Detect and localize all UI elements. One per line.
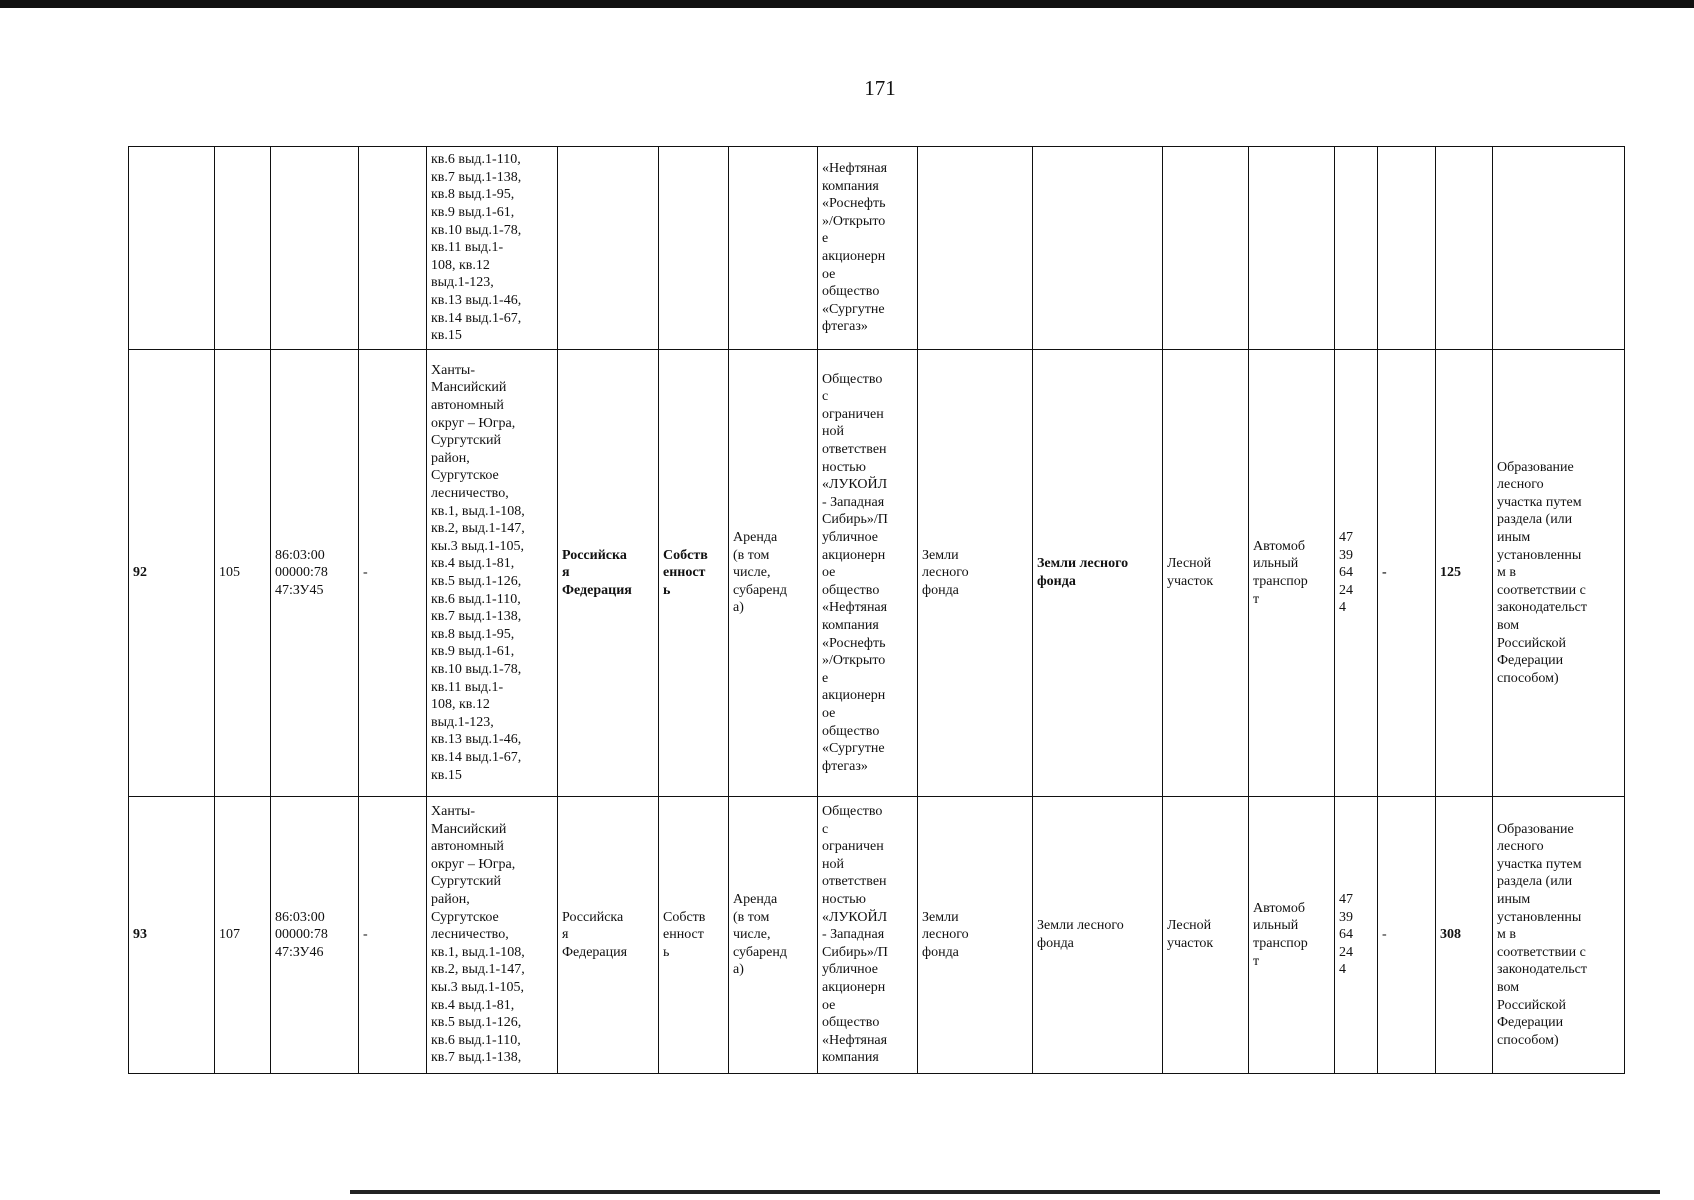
row-id xyxy=(215,147,271,350)
owner: Российска я Федерация xyxy=(558,797,659,1074)
area xyxy=(1436,147,1493,350)
right-holder: Общество с ограничен ной ответствен ностью «ЛУКОЙЛ - Западная Сибирь»/П убличное акционерн ое общество «Нефтяная компания «Роснефть »/Открыто е акционерн ое общество «Сургутне фтегаз» xyxy=(818,350,918,797)
right-holder: «Нефтяная компания «Роснефть »/Открыто е акционерн ое общество «Сургутне фтегаз» xyxy=(818,147,918,350)
object-type: Лесной участок xyxy=(1163,350,1249,797)
table-body xyxy=(129,147,1625,1074)
area: 125 xyxy=(1436,350,1493,797)
right-type: Собств енност ь xyxy=(659,350,729,797)
row-number: 93 xyxy=(129,797,215,1074)
bottom-rule xyxy=(350,1190,1660,1194)
right-holder: Общество с ограничен ной ответствен ностью «ЛУКОЙЛ - Западная Сибирь»/П убличное акционерн ое общество «Нефтяная компания xyxy=(818,797,918,1074)
land-type: Земли лесного фонда xyxy=(1033,350,1163,797)
land-registry-table xyxy=(128,146,1625,1074)
location: Ханты- Мансийский автономный округ – Югра, Сургутский район, Сургутское лесничество, кв.1, выд.1-108, кв.2, выд.1-147, кы.3 выд.1-105, кв.4 выд.1-81, кв.5 выд.1-126, кв.6 выд.1-110, кв.7 выд.1-138, кв.8 выд.1-95, кв.9 выд.1-61, кв.10 выд.1-78, кв.11 выд.1- 108, кв.12 выд.1-123, кв.13 выд.1-46, кв.14 выд.1-67, кв.15 xyxy=(427,350,558,797)
cadastral-number: 86:03:00 00000:78 47:ЗУ45 xyxy=(271,350,359,797)
dash-cell-2: - xyxy=(1378,350,1436,797)
land-type xyxy=(1033,147,1163,350)
encumbrance xyxy=(729,147,818,350)
cadastral-number: 86:03:00 00000:78 47:ЗУ46 xyxy=(271,797,359,1074)
permitted-use xyxy=(1249,147,1335,350)
use-code: 47 39 64 24 4 xyxy=(1335,797,1378,1074)
object-type: Лесной участок xyxy=(1163,797,1249,1074)
encumbrance: Аренда (в том числе, субаренд а) xyxy=(729,797,818,1074)
permitted-use: Автомоб ильный транспор т xyxy=(1249,350,1335,797)
dash-cell: - xyxy=(359,350,427,797)
use-code xyxy=(1335,147,1378,350)
top-rule xyxy=(0,0,1694,8)
permitted-use: Автомоб ильный транспор т xyxy=(1249,797,1335,1074)
dash-cell-2 xyxy=(1378,147,1436,350)
dash-cell-2: - xyxy=(1378,797,1436,1074)
object-type xyxy=(1163,147,1249,350)
location: Ханты- Мансийский автономный округ – Югра, Сургутский район, Сургутское лесничество, кв.1, выд.1-108, кв.2, выд.1-147, кы.3 выд.1-105, кв.4 выд.1-81, кв.5 выд.1-126, кв.6 выд.1-110, кв.7 выд.1-138, xyxy=(427,797,558,1074)
dash-cell: - xyxy=(359,797,427,1074)
page-number: 171 xyxy=(864,76,896,100)
cadastral-number xyxy=(271,147,359,350)
row-id: 105 xyxy=(215,350,271,797)
right-type xyxy=(659,147,729,350)
owner: Российска я Федерация xyxy=(558,350,659,797)
right-type: Собств енност ь xyxy=(659,797,729,1074)
land-category xyxy=(918,147,1033,350)
table-row xyxy=(129,147,1625,350)
location: кв.6 выд.1-110, кв.7 выд.1-138, кв.8 выд.1-95, кв.9 выд.1-61, кв.10 выд.1-78, кв.11 выд.1- 108, кв.12 выд.1-123, кв.13 выд.1-46, кв.14 выд.1-67, кв.15 xyxy=(427,147,558,350)
formation-note: Образование лесного участка путем раздела (или иным установленны м в соответствии с законодательст вом Российской Федерации способом) xyxy=(1493,350,1625,797)
owner xyxy=(558,147,659,350)
row-number: 92 xyxy=(129,350,215,797)
dash-cell xyxy=(359,147,427,350)
area: 308 xyxy=(1436,797,1493,1074)
land-category: Земли лесного фонда xyxy=(918,350,1033,797)
row-id: 107 xyxy=(215,797,271,1074)
use-code: 47 39 64 24 4 xyxy=(1335,350,1378,797)
land-type: Земли лесного фонда xyxy=(1033,797,1163,1074)
row-number xyxy=(129,147,215,350)
encumbrance: Аренда (в том числе, субаренд а) xyxy=(729,350,818,797)
formation-note xyxy=(1493,147,1625,350)
table-row xyxy=(129,350,1625,797)
formation-note: Образование лесного участка путем раздела (или иным установленны м в соответствии с законодательст вом Российской Федерации способом) xyxy=(1493,797,1625,1074)
table-row xyxy=(129,797,1625,1074)
land-category: Земли лесного фонда xyxy=(918,797,1033,1074)
